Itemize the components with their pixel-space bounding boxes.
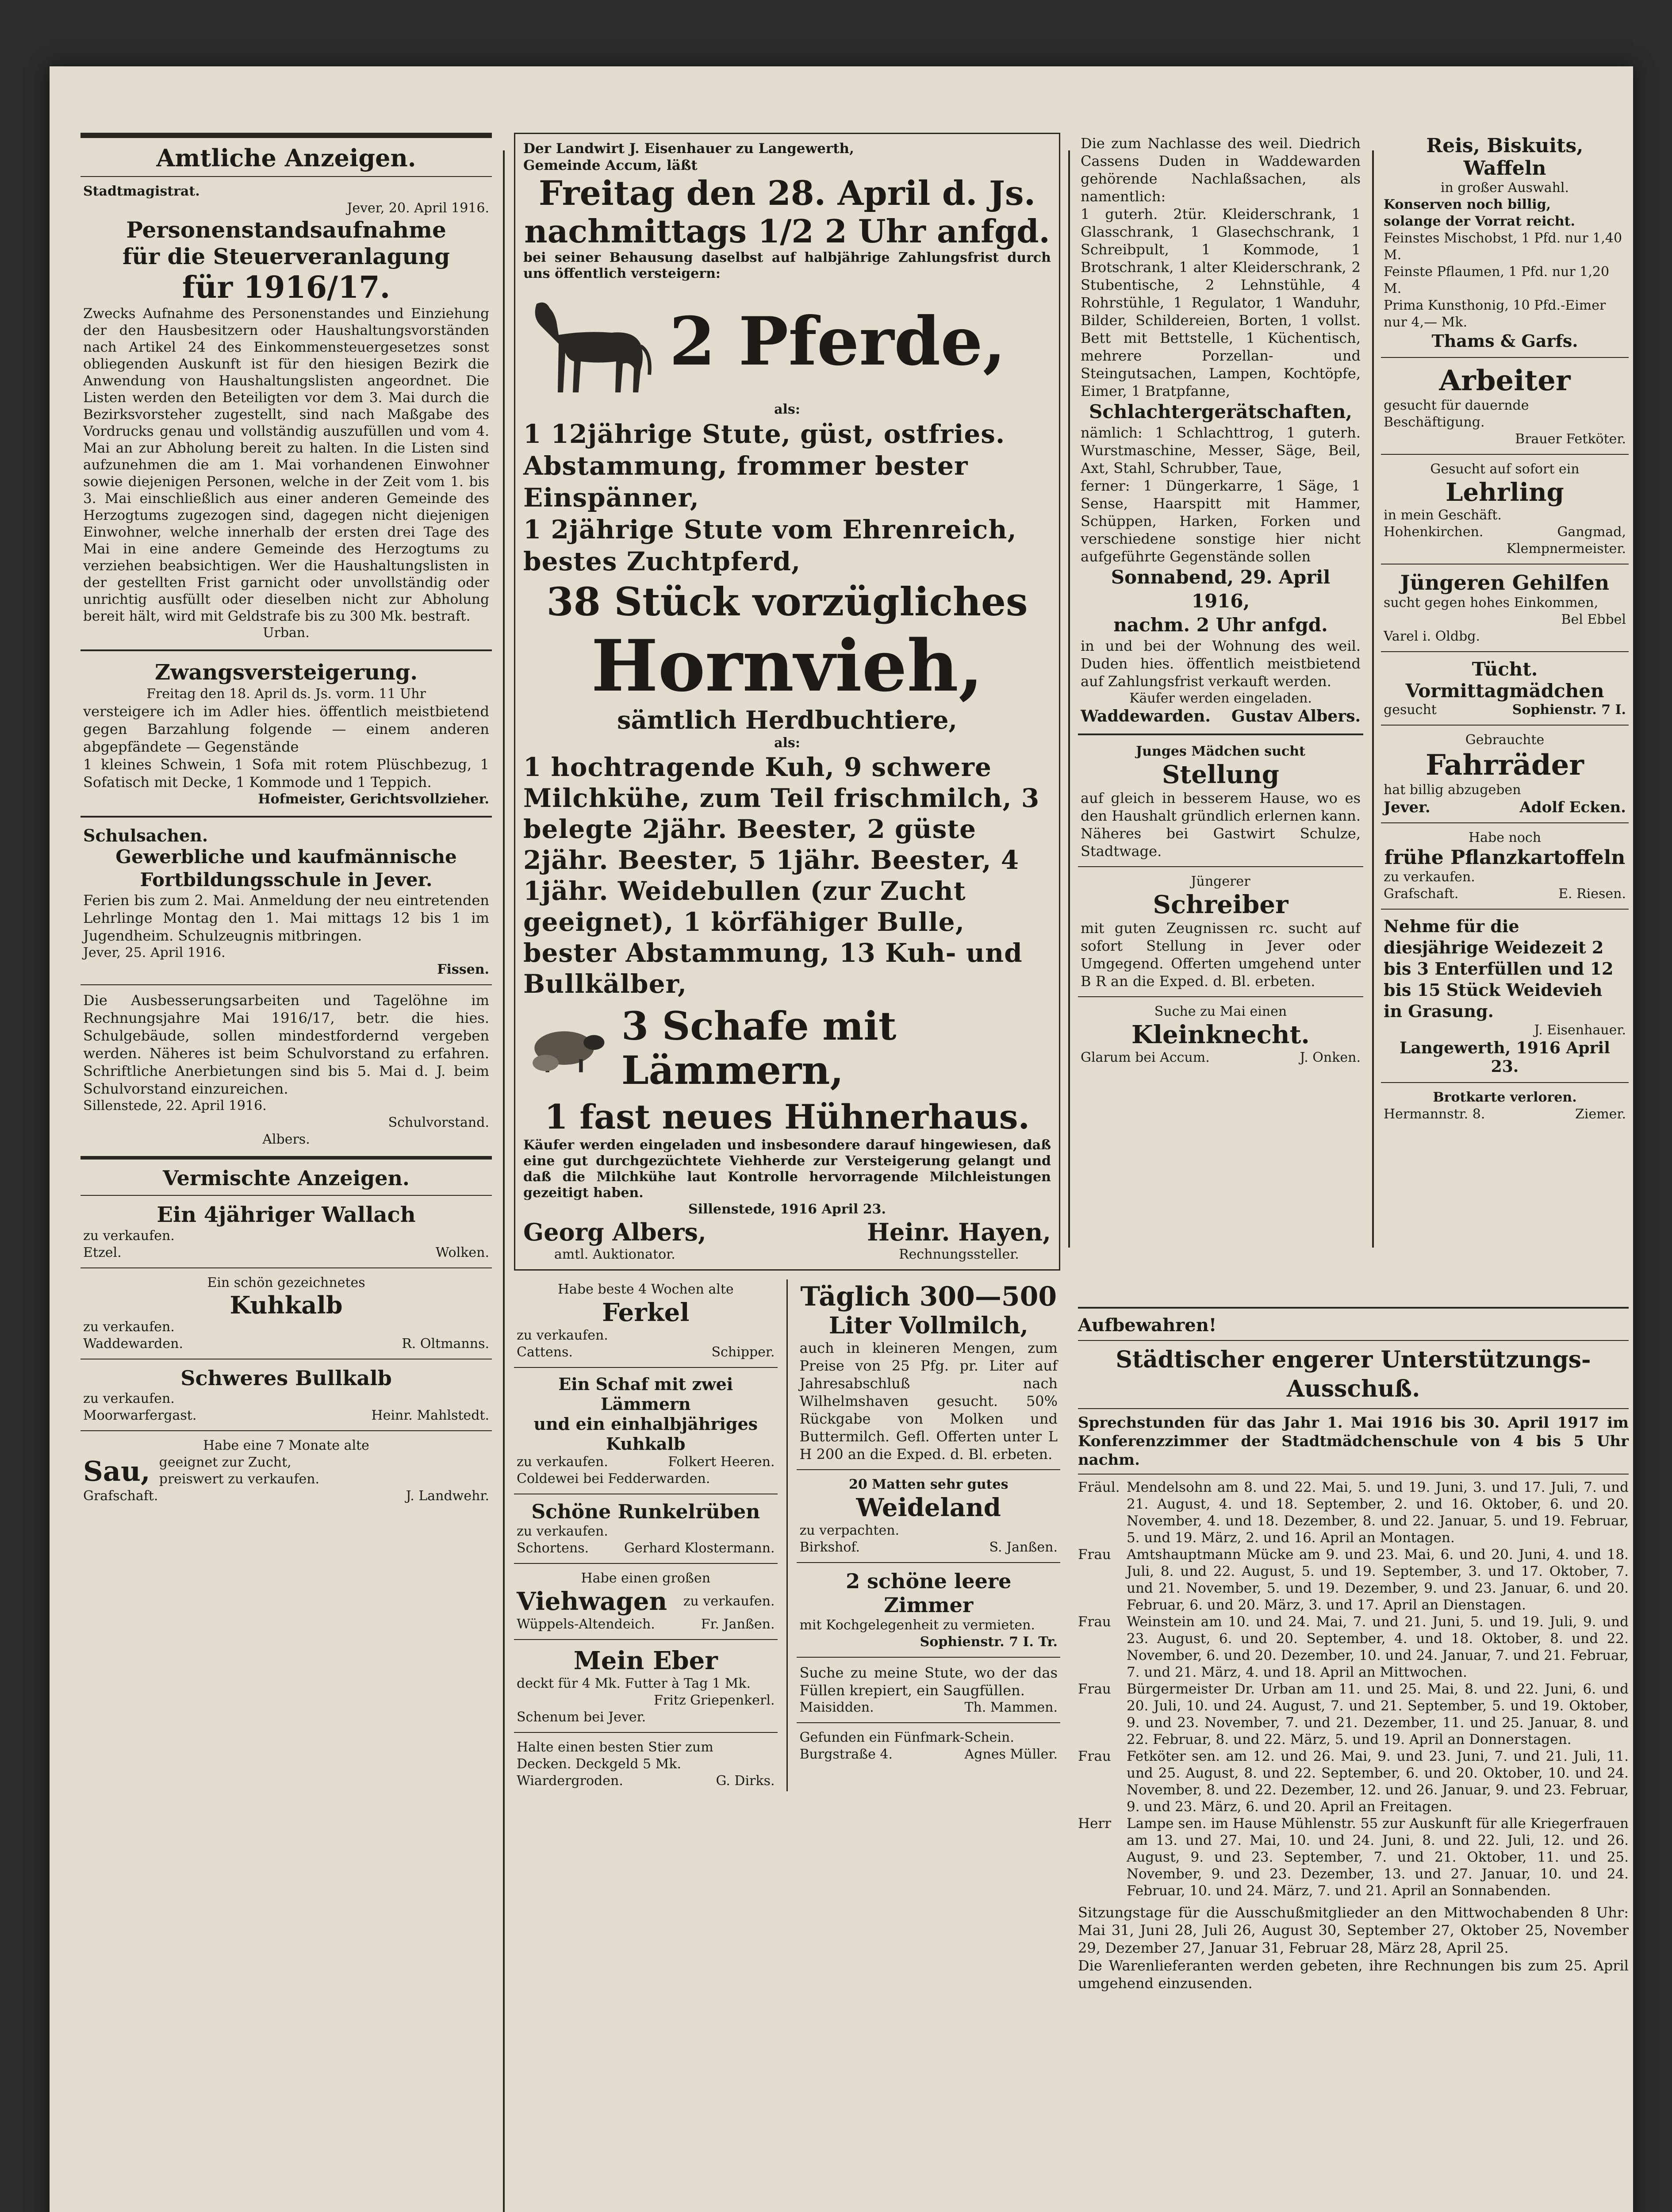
ad-line: zu verkaufen.: [683, 1594, 775, 1609]
middle-right-subcolumn: [797, 1279, 1060, 1791]
ad-line: als:: [774, 402, 800, 417]
hornvieh-title: Hornvieh,: [591, 624, 983, 707]
schedule-row-label: Frau: [1078, 1547, 1111, 1563]
ad-line: Gesucht auf sofort ein: [1430, 461, 1580, 477]
ad-place: Glarum bei Accum.: [1081, 1050, 1210, 1065]
ad-title: Ein Schaf mit zwei Lämmern: [558, 1374, 733, 1414]
divider: [1381, 822, 1629, 823]
ad-title: und ein einhalbjähriges Kuhkalb: [533, 1414, 758, 1454]
stellung-ad: [1078, 741, 1363, 862]
column-rule: [503, 1668, 505, 2212]
auction-item: 1 2jährige Stute vom Ehrenreich, bestes Zuchtpferd,: [523, 515, 1017, 576]
ad-line: sämtlich Herdbuchtiere,: [617, 706, 958, 735]
auction-date: Freitag den 28. April d. Js.: [538, 173, 1036, 213]
divider: [1078, 866, 1363, 867]
ad-title: Reis, Biskuits, Waffeln: [1426, 134, 1584, 180]
ad-place: Birkshof.: [799, 1540, 860, 1555]
column-rule: [1372, 150, 1374, 1248]
kuhkalb-ad: [81, 1273, 492, 1354]
ad-signature: Fritz Griepenkerl.: [654, 1693, 775, 1708]
schedule-row: [1078, 1613, 1629, 1681]
ad-signature: Urban.: [263, 625, 310, 641]
ad-intro: Der Landwirt J. Eisenhauer zu Langewerth,: [523, 141, 854, 157]
stier-ad: [514, 1737, 778, 1791]
schafe-title: 3 Schafe mit Lämmern,: [621, 1003, 897, 1093]
ad-title: Liter Vollmilch,: [828, 1312, 1028, 1339]
ad-title: Fortbildungsschule in Jever.: [140, 869, 433, 891]
ad-signature: Folkert Heeren.: [668, 1454, 775, 1470]
ad-signature: Klempnermeister.: [1506, 541, 1626, 557]
ad-line: deckt für 4 Mk. Futter à Tag 1 Mk.: [517, 1676, 751, 1691]
ad-line: Konserven noch billig,: [1384, 197, 1551, 212]
ad-place: Maisidden.: [799, 1700, 874, 1715]
schedule-row-label: Frau: [1078, 1681, 1111, 1697]
ad-title: Ein 4jähriger Wallach: [157, 1202, 416, 1227]
sheep-icon: [523, 1017, 613, 1079]
ad-title: Mein Eber: [573, 1646, 718, 1675]
ad-body: bei seiner Behausung daselbst auf halbjährige Zahlungsfrist durch uns öffentlich versteigern:: [523, 250, 1051, 281]
divider: [1078, 733, 1363, 735]
ad-body: nämlich: 1 Schlachttrog, 1 guterh. Wurstmaschine, Messer, Säge, Beil, Axt, Stahl, Schrubber, Taue,: [1081, 424, 1361, 476]
ad-signature: Hofmeister, Gerichtsvollzieher.: [258, 791, 489, 807]
schedule-row: [1078, 1748, 1629, 1815]
ad-title: Tücht. Vormittagmädchen: [1405, 658, 1604, 702]
ausbesserung-ad: [81, 990, 492, 1150]
ad-body: 1 guterh. 2tür. Kleiderschrank, 1 Glasschrank, 1 Glasechschrank, 1 Schreibpult, 1 Kommode, 1 Brotschrank, 1 alter Kleiderschrank, 2 Stubentische, 2 Lehnstühle, 4 Rohrstühle, 1 Regulator, 1 Wanduhr, Bilder, Schildereien, Borten, 1 vollst. Bett mit Bettstelle, 1 Küchentisch, mehrere Porzellan- und Steingutsachen, Lampen, Kochtöpfe, Eimer, 1 Bratpfanne,: [1081, 206, 1361, 399]
ad-line: Gefunden ein Fünfmark-Schein.: [799, 1730, 1014, 1745]
ad-title: Weideland: [856, 1493, 1001, 1522]
ad-line: Habe eine 7 Monate alte: [203, 1438, 369, 1453]
ad-title: Gewerbliche und kaufmännische: [115, 846, 457, 868]
maedchen-ad: [1381, 657, 1629, 720]
ad-place: Schenum bei Jever.: [517, 1709, 646, 1725]
arbeiter-ad: [1381, 362, 1629, 449]
divider: [81, 816, 492, 818]
ad-title: Ferkel: [602, 1298, 690, 1327]
ad-signature: Brauer Fetköter.: [1515, 431, 1626, 447]
ad-line: Habe einen großen: [581, 1571, 711, 1586]
ad-signature: G. Dirks.: [716, 1773, 775, 1789]
ad-signature: Wolken.: [435, 1245, 489, 1260]
divider: [797, 1469, 1060, 1470]
ad-header: Stadtmagistrat.: [83, 184, 200, 199]
divider: [1078, 1474, 1629, 1475]
ad-place: Varel i. Oldbg.: [1384, 629, 1480, 644]
section-title: Vermischte Anzeigen.: [163, 1166, 410, 1190]
eber-ad: [514, 1644, 778, 1728]
ad-line: in mein Geschäft.: [1384, 507, 1502, 523]
ad-address: Sophienstr. 7 I.: [1512, 702, 1626, 718]
ad-title: Täglich 300—500: [800, 1281, 1057, 1312]
zimmer-ad: [797, 1567, 1060, 1652]
ad-body: auch in kleineren Mengen, zum Preise von 25 Pfg. pr. Liter auf Jahresabschluß nach Wilhelmshaven gesucht. 50% Rückgabe von Molken und Buttermilch. Gefl. Offerten unter L H 200 an die Exped. d. Bl. erbeten.: [799, 1340, 1058, 1463]
ad-body: Die zum Nachlasse des weil. Diedrich Cassens Duden in Waddewarden gehörende Nachlaßsachen, als namentlich:: [1081, 135, 1361, 205]
ad-signature: Agnes Müller.: [964, 1747, 1058, 1762]
ad-title: Arbeiter: [1439, 364, 1571, 397]
ad-line: hat billig abzugeben: [1384, 782, 1521, 798]
ad-line: Habe beste 4 Wochen alte: [557, 1282, 734, 1297]
ad-title: Lehrling: [1446, 478, 1564, 507]
schedule-row-label: Herr: [1078, 1816, 1112, 1832]
ad-title: frühe Pflanzkartoffeln: [1384, 846, 1626, 869]
middle-left-subcolumn: [514, 1279, 778, 1791]
ad-title: 2 schöne leere Zimmer: [846, 1569, 1012, 1617]
nachlass-ad: [1078, 133, 1363, 727]
notice-waren: Die Warenlieferanten werden gebeten, ihre Rechnungen bis zum 25. April umgehend einzusenden.: [1078, 1957, 1629, 1992]
ad-date: Sonnabend, 29. April 1916,: [1111, 566, 1331, 612]
ad-line: Junges Mädchen sucht: [1136, 744, 1305, 759]
ad-place: Hohenkirchen.: [1384, 524, 1484, 540]
ad-signature: Heinr. Mahlstedt.: [371, 1408, 489, 1423]
ad-signature: Georg Albers,: [523, 1218, 706, 1246]
ad-title: Personenstandsaufnahme: [126, 217, 446, 243]
left-column: [81, 133, 492, 1506]
ad-place: Burgstraße 4.: [799, 1747, 893, 1762]
weidezeit-ad: [1381, 914, 1629, 1078]
ad-date: nachm. 2 Uhr anfgd.: [1113, 614, 1328, 636]
schedule-row-text: Bürgermeister Dr. Urban am 11. und 25. Mai, 8. und 22. Juni, 6. und 20. Juli, 10. und 24. August, 7. und 21. September, 5. und 19. Oktober, 9. und 23. November, 7. und 21. Dezember, 11. und 25. Januar, 8. und 22. Februar, 8. und 22. März, 5. und 19. April an Donnerstagen.: [1127, 1681, 1629, 1747]
auction-time: nachmittags 1/2 2 Uhr anfgd.: [524, 212, 1050, 250]
divider: [81, 1156, 492, 1160]
schedule-row-text: Weinstein am 10. und 24. Mai, 7. und 21. Juni, 5. und 19. Juli, 9. und 23. August, 6. und 20. September, 4. und 18. Oktober, 8. und 22. November, 6. und 20. Dezember, 10. und 24. Januar, 7. und 21. Februar, 7. und 21. März, 4. und 18. April an Mittwochen.: [1127, 1614, 1629, 1680]
ferkel-ad: [514, 1279, 778, 1363]
ad-place: Etzel.: [83, 1245, 122, 1260]
ad-signature: E. Riesen.: [1558, 886, 1626, 902]
schedule-row: [1078, 1479, 1629, 1546]
ad-line: Gebrauchte: [1465, 732, 1545, 748]
divider: [1381, 909, 1629, 910]
reis-ad: [1381, 133, 1629, 353]
ad-body: versteigere ich im Adler hies. öffentlich meistbietend gegen Barzahlung folgende — einem anderen abgepfändete — Gegenstände: [83, 703, 489, 755]
ad-line: zu verkaufen.: [517, 1328, 608, 1343]
bullkalb-ad: [81, 1364, 492, 1426]
ad-signature: Gustav Albers.: [1231, 707, 1361, 726]
divider: [1078, 1340, 1629, 1341]
column-rule: [786, 1279, 788, 1791]
ad-line: sucht gegen hohes Einkommen,: [1384, 595, 1599, 611]
divider: [514, 1563, 778, 1564]
ad-date: Jever, 25. April 1916.: [83, 945, 226, 960]
auction-item: 1 hochtragende Kuh, 9 schwere Milchkühe, zum Teil frischmilch, 3 belegte 2jähr. Beester, 2 güste 2jähr. Beester, 5 1jähr. Beester, 4 1jähr. Weidebullen (zur Zucht geeignet), 1 körfähiger Bulle, bester Abstammung, 13 Kuh- und Bullkälber,: [523, 752, 1040, 999]
divider: [81, 984, 492, 985]
ad-date: Sillenstede, 22. April 1916.: [83, 1098, 267, 1114]
ad-place: Schortens.: [517, 1540, 589, 1556]
divider: [1078, 1408, 1629, 1409]
ad-line: zu verkaufen.: [517, 1524, 608, 1539]
viehwagen-ad: [514, 1568, 778, 1635]
ad-body: ferner: 1 Düngerkarre, 1 Säge, 1 Sense, Haarspitt mit Hammer, Schüppen, Harken, Forken und verschiedene sonstige hier nicht aufgeführte Gegenstände sollen: [1081, 477, 1361, 565]
divider: [1381, 454, 1629, 455]
divider: [797, 1657, 1060, 1658]
weide-ad: [797, 1475, 1060, 1558]
zwang-ad: [81, 657, 492, 810]
ad-title: 1 fast neues Hühnerhaus.: [544, 1097, 1030, 1137]
ad-signature: S. Janßen.: [989, 1540, 1058, 1555]
auction-ad: [514, 133, 1060, 1271]
ad-title: Schreiber: [1153, 890, 1289, 919]
ad-line: preiswert zu verkaufen.: [159, 1471, 320, 1487]
ad-title: Viehwagen: [517, 1587, 667, 1616]
fahrrad-ad: [1381, 730, 1629, 818]
schedule-row-text: Amtshauptmann Mücke am 9. und 23. Mai, 6. und 20. Juni, 4. und 18. Juli, 8. und 22. August, 5. und 19. September, 3. und 17. Oktober, 7. und 21. November, 5. und 19. Dezember, 9. und 23. Januar, 6. und 20. Februar, 6. und 20. März, 3. und 17. April an Dienstagen.: [1127, 1547, 1629, 1613]
divider: [1381, 1082, 1629, 1083]
ad-signature-role: amtl. Auktionator.: [554, 1247, 675, 1262]
ad-title: Stellung: [1162, 760, 1280, 789]
wallach-ad: [81, 1200, 492, 1263]
ad-date: Jever, 20. April 1916.: [347, 200, 489, 216]
ad-title: Schweres Bullkalb: [180, 1366, 392, 1390]
ad-line: zu verkaufen.: [83, 1391, 175, 1406]
ad-signature: Albers.: [262, 1132, 310, 1147]
ad-line: Ein schön gezeichnetes: [207, 1275, 365, 1290]
ad-intro: Gemeinde Accum, läßt: [523, 157, 698, 173]
middle-column: [514, 133, 1060, 1791]
ad-title: Brotkarte verloren.: [1433, 1090, 1577, 1105]
milch-ad: [797, 1279, 1060, 1465]
ad-body: Zwecks Aufnahme des Personenstandes und Einziehung der den Hausbesitzern oder Haushaltungsvorständen nach Artikel 24 des Einkommensteuergesetzes sonst obliegenden Auskunft ist für den hiesigen Bezirk die Anwendung von Haushaltungslisten angeordnet. Die Listen werden den Beteiligten vor dem 3. Mai durch die Bezirksvorsteher zugestellt, sind nach Maßgabe des Vordrucks genau und vollständig auszufüllen und vom 4. Mai an zur Abholung bereit zu halten. In die Listen sind aufzunehmen die am 1. Mai vorhandenen Einwohner sowie diejenigen Personen, welche in der Zeit vom 1. bis 3. Mai einschließlich aus einer anderen Gemeinde des Herzogtums zugezogen sind, dagegen nicht diejenigen Einwohner, welche innerhalb der ersten drei Tage des Mai in eine andere Gemeinde des Herzogtums zu verziehen beabsichtigen. Wer die Haushaltungslisten in der gestellten Frist garnicht oder unvollständig oder unrichtig ausfüllt oder dieselben nicht zur Abholung bereit hält, wird mit Geldstrafe bis zu 300 Mk. bestraft.: [83, 306, 489, 624]
divider: [81, 1195, 492, 1196]
ad-signature: Heinr. Hayen,: [867, 1218, 1051, 1246]
ad-body: Die Ausbesserungsarbeiten und Tagelöhne im Rechnungsjahre Mai 1916/17, betr. die hies. Schulgebäude, sollen mindestfordernd vergeben werden. Näheres ist beim Schulvorstand zu erfahren. Schriftliche Anerbietungen sind bis 5. Mai d. J. beim Schulvorstand einzureichen.: [83, 992, 489, 1097]
ad-line: Feinstes Mischobst, 1 Pfd. nur 1,40 M.: [1384, 230, 1622, 263]
ad-title: Sau,: [83, 1455, 150, 1487]
ad-line: zu verkaufen.: [83, 1228, 175, 1244]
ad-title: für die Steuerveranlagung: [122, 243, 450, 269]
ad-line: Suche zu Mai einen: [1154, 1004, 1287, 1019]
ad-body: 1 kleines Schwein, 1 Sofa mit rotem Plüschbezug, 1 Sofatisch mit Decke, 1 Kommode und 1 Teppich.: [83, 756, 489, 791]
ad-title: Zwangsversteigerung.: [154, 660, 418, 685]
schedule-row-label: Frau: [1078, 1614, 1111, 1630]
ad-signature-role: Rechnungssteller.: [899, 1247, 1019, 1262]
ad-body: Nehme für die diesjährige Weidezeit 2 bis 3 Enterfüllen und 12 bis 15 Stück Weidevieh in Grasung.: [1384, 916, 1614, 1021]
ad-title: für 1916/17.: [182, 270, 391, 305]
sau-ad: [81, 1436, 492, 1506]
ad-signature: Th. Mammen.: [964, 1700, 1058, 1715]
ad-body: Käufer werden eingeladen und insbesondere darauf hingewiesen, daß eine gut durchgezüchtete Viehherde zur Versteigerung gelangt und daß die Milchkühe laut Kontrolle hervorragende Milchleistungen gezeitigt haben.: [523, 1137, 1051, 1201]
ad-signature: Bel Ebbel: [1561, 612, 1626, 627]
schedule-row-text: Mendelsohn am 8. und 22. Mai, 5. und 19. Juni, 3. und 17. Juli, 7. und 21. August, 4. und 18. September, 2. und 16. Oktober, 6. und 20. November, 4. und 18. Dezember, 8. und 22. Januar, 5. und 19. Februar, 5. und 19. März, 2. und 16. April an Montagen.: [1127, 1479, 1629, 1546]
ad-signature: J. Eisenhauer.: [1534, 1022, 1626, 1038]
divider: [1381, 564, 1629, 565]
ad-place: Moorwarfergast.: [83, 1408, 197, 1423]
schedule-row-label: Frau: [1078, 1748, 1111, 1764]
ad-address: Sophienstr. 7 I. Tr.: [920, 1634, 1058, 1650]
auction-item: 1 12jährige Stute, güst, ostfries. Abstammung, frommer bester Einspänner,: [523, 419, 1005, 513]
ad-signature: Adolf Ecken.: [1519, 799, 1626, 816]
horse-icon: [523, 286, 656, 397]
ad-body: mit guten Zeugnissen rc. sucht auf sofort Stellung in Jever oder Umgegend. Offerten umgehend unter B R an die Exped. d. Bl. erbeten.: [1081, 920, 1361, 990]
ad-line: gesucht: [1384, 702, 1437, 718]
column-rule: [503, 150, 505, 1672]
ad-line: Prima Kunsthonig, 10 Pfd.-Eimer nur 4,— Mk.: [1384, 298, 1606, 330]
right-column-2: [1381, 133, 1629, 1125]
ad-date: Sillenstede, 1916 April 23.: [688, 1202, 886, 1217]
ad-line: 20 Matten sehr gutes: [848, 1477, 1009, 1492]
runkel-ad: [514, 1499, 778, 1559]
ad-address: Hermannstr. 8.: [1384, 1106, 1485, 1122]
ad-title: Kuhkalb: [230, 1291, 343, 1319]
divider: [81, 176, 492, 177]
ad-body: in und bei der Wohnung des weil. Duden hies. öffentlich meistbietend auf Zahlungsfrist verkauft werden.: [1081, 637, 1361, 690]
notice-sitzung: Sitzungstage für die Ausschußmitglieder an den Mittwochabenden 8 Uhr: Mai 31, Juni 28, Juli 26, August 30, September 27, Oktober 25, November 29, Dezember 27, Januar 31, Februar 28, März 28, April 25.: [1078, 1904, 1629, 1956]
divider: [1078, 1307, 1629, 1309]
schedule-row-label: Fräul.: [1078, 1479, 1120, 1495]
schedule-list: [1078, 1479, 1629, 1899]
divider: [1381, 357, 1629, 358]
right-column-1: [1078, 133, 1363, 1068]
ad-body: auf gleich in besserem Hause, wo es den Haushalt gründlich erlernen kann. Näheres bei Gastwirt Schulze, Stadtwage.: [1081, 790, 1361, 860]
ad-signature: Ziemer.: [1575, 1106, 1626, 1122]
ad-line: geeignet zur Zucht,: [159, 1455, 291, 1470]
ad-place: Jever.: [1384, 799, 1430, 816]
gehilfe-ad: [1381, 569, 1629, 647]
ad-line: zu verkaufen.: [1384, 869, 1475, 885]
ad-signature: R. Oltmanns.: [402, 1336, 489, 1352]
divider: [1078, 996, 1363, 997]
ad-title: Fahrräder: [1425, 749, 1584, 782]
ad-signature: Fissen.: [437, 962, 489, 977]
schaf-ad: [514, 1372, 778, 1489]
ad-place: Coldewei bei Fedderwarden.: [517, 1471, 710, 1486]
magistrat-ad: [81, 181, 492, 643]
ad-line: zu verkaufen.: [517, 1454, 608, 1470]
kartoffel-ad: [1381, 828, 1629, 904]
ad-title: Schöne Runkelrüben: [531, 1501, 760, 1523]
ad-title: Schlachtergerätschaften,: [1089, 401, 1353, 422]
ad-signature: J. Landwehr.: [406, 1488, 489, 1504]
schul-ad: [81, 824, 492, 980]
ad-place: Wüppels-Altendeich.: [517, 1617, 655, 1632]
ad-line: als:: [774, 735, 800, 751]
ad-date: Langewerth, 1916 April 23.: [1400, 1039, 1610, 1076]
section-title: Amtliche Anzeigen.: [156, 144, 416, 172]
schedule-row: [1078, 1815, 1629, 1899]
ad-place: Grafschaft.: [1384, 886, 1459, 902]
column-rule: [1068, 150, 1070, 1248]
ad-line: Freitag den 18. April ds. Js. vorm. 11 Uhr: [146, 686, 426, 702]
ad-line: Käufer werden eingeladen.: [1129, 691, 1312, 706]
ad-place: Waddewarden.: [83, 1336, 183, 1352]
ad-body: Ferien bis zum 2. Mai. Anmeldung der neu eintretenden Lehrlinge Montag den 1. Mai mittags 12 bis 1 im Jugendheim. Schulzeugnis mitbringen.: [83, 892, 489, 944]
newspaper-page: [50, 66, 1633, 2212]
ad-line: mit Kochgelegenheit zu vermieten.: [799, 1617, 1035, 1633]
knecht-ad: [1078, 1002, 1363, 1068]
divider: [514, 1732, 778, 1733]
ad-line: Jüngerer: [1191, 874, 1250, 889]
ad-place: Waddewarden.: [1081, 707, 1211, 726]
ad-line: Halte einen besten Stier zum: [517, 1740, 713, 1755]
stute-ad: [797, 1662, 1060, 1718]
lehrling-ad: [1381, 459, 1629, 559]
ad-signature: Gerhard Klostermann.: [624, 1540, 775, 1556]
ad-title: Jüngeren Gehilfen: [1400, 571, 1610, 595]
schedule-row-text: Fetköter sen. am 12. und 26. Mai, 9. und 23. Juni, 7. und 21. Juli, 11. und 25. August, 8. und 22. September, 6. und 20. Oktober, 10. und 24. November, 8. und 22. Dezember, 12. und 26. Januar, 9. und 23. Februar, 9. und 23. März, 6. und 20. April an Freitagen.: [1127, 1748, 1629, 1815]
notice-title: Städtischer engerer Unterstützungs-Ausschuß.: [1116, 1346, 1591, 1402]
ad-signature: Fr. Janßen.: [701, 1617, 775, 1632]
ad-line: gesucht für dauernde Beschäftigung.: [1384, 398, 1529, 430]
divider: [1381, 651, 1629, 652]
divider: [1381, 725, 1629, 726]
notice-subtitle: Sprechstunden für das Jahr 1. Mai 1916 bis 30. April 1917 im Konferenzzimmer der Stadtmädchenschule von 4 bis 5 Uhr nachm.: [1078, 1414, 1629, 1469]
ad-signature: J. Onken.: [1300, 1050, 1361, 1065]
ad-line: Habe noch: [1468, 830, 1542, 845]
divider: [81, 649, 492, 651]
ad-place: Wiardergroden.: [517, 1773, 623, 1789]
unterstuetzung-notice: [1078, 1301, 1629, 1992]
schedule-row-text: Lampe sen. im Hause Mühlenstr. 55 zur Auskunft für alle Kriegerfrauen am 13. und 27. Mai, 10. und 24. Juni, 8. und 22. Juli, 12. und 26. August, 9. und 23. September, 7. und 21. Oktober, 11. und 25. November, 9. und 23. Dezember, 13. und 27. Januar, 10. und 24. Februar, 10. und 24. März, 7. und 21. April an Sonnabenden.: [1127, 1816, 1629, 1899]
ad-signature: Thams & Garfs.: [1431, 331, 1578, 351]
ad-place: Cattens.: [517, 1344, 573, 1360]
divider: [514, 1639, 778, 1640]
divider: [81, 1267, 492, 1268]
ad-body: Suche zu meine Stute, wo der das Füllen krepiert, ein Saugfüllen.: [799, 1664, 1058, 1699]
ad-title: 38 Stück vorzügliches: [546, 579, 1028, 625]
ad-line: Feinste Pflaumen, 1 Pfd. nur 1,20 M.: [1384, 264, 1610, 296]
schein-ad: [797, 1728, 1060, 1765]
ad-signature: Schulvorstand.: [388, 1115, 489, 1130]
divider: [81, 1430, 492, 1431]
ad-line: Decken. Deckgeld 5 Mk.: [517, 1756, 682, 1772]
ad-place: Grafschaft.: [83, 1488, 158, 1504]
ad-signature: Schipper.: [711, 1344, 775, 1360]
schedule-row: [1078, 1681, 1629, 1748]
ad-line: zu verpachten.: [799, 1523, 900, 1538]
brotkarte-ad: [1381, 1087, 1629, 1125]
divider: [797, 1562, 1060, 1563]
top-heavy-rule: [81, 133, 492, 138]
pferde-title: 2 Pferde,: [669, 303, 1006, 380]
ad-title: Kleinknecht.: [1131, 1020, 1310, 1049]
ad-header: Schulsachen.: [83, 826, 208, 845]
ad-line: solange der Vorrat reicht.: [1384, 214, 1575, 229]
notice-label: Aufbewahren!: [1078, 1315, 1217, 1336]
divider: [797, 1722, 1060, 1723]
schreiber-ad: [1078, 872, 1363, 992]
schedule-row: [1078, 1546, 1629, 1613]
ad-line: zu verkaufen.: [83, 1319, 175, 1335]
divider: [514, 1367, 778, 1368]
ad-line: in großer Auswahl.: [1440, 180, 1569, 196]
ad-signature: Gangmad,: [1557, 524, 1626, 540]
